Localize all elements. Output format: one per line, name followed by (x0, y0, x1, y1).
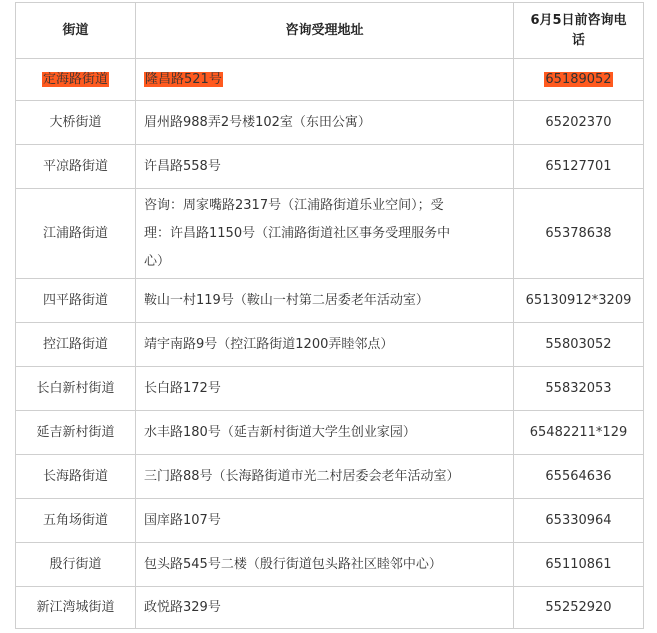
phone-cell: 55803052 (514, 323, 644, 367)
address-line: 心） (144, 253, 171, 269)
consultation-table (15, 2, 644, 629)
street-cell: 江浦路街道 (16, 189, 136, 279)
table-header-row (16, 3, 644, 59)
header-phone (514, 3, 644, 59)
phone-cell: 65564636 (514, 455, 644, 499)
street-cell: 新江湾城街道 (16, 587, 136, 629)
street-cell: 殷行街道 (16, 543, 136, 587)
table-row (16, 323, 644, 367)
address-cell: 政悦路329号 (136, 587, 514, 629)
phone-cell: 65330964 (514, 499, 644, 543)
address-cell: 靖宇南路9号（控江路街道1200弄睦邻点） (136, 323, 514, 367)
phone-cell: 65110861 (514, 543, 644, 587)
header-phone-line2: 话 (571, 32, 585, 48)
phone-cell: 65482211*129 (514, 411, 644, 455)
address-line: 理：许昌路1150号（江浦路街道社区事务受理服务中 (144, 225, 451, 241)
address-cell: 许昌路558号 (136, 145, 514, 189)
table-row (16, 279, 644, 323)
table-row (16, 367, 644, 411)
address-cell (136, 59, 514, 101)
address-cell: 包头路545号二楼（殷行街道包头路社区睦邻中心） (136, 543, 514, 587)
address-cell: 鞍山一村119号（鞍山一村第二居委老年活动室） (136, 279, 514, 323)
address-cell: 国庠路107号 (136, 499, 514, 543)
header-phone-line1: 6月5日前咨询电 (530, 12, 627, 28)
table-row (16, 543, 644, 587)
table-row (16, 455, 644, 499)
street-cell: 五角场街道 (16, 499, 136, 543)
phone-cell: 65202370 (514, 101, 644, 145)
street-cell: 四平路街道 (16, 279, 136, 323)
phone-cell: 55252920 (514, 587, 644, 629)
address-cell (136, 189, 514, 279)
phone-cell: 65127701 (514, 145, 644, 189)
address-cell: 长白路172号 (136, 367, 514, 411)
street-cell: 大桥街道 (16, 101, 136, 145)
table-row (16, 587, 644, 629)
street-cell: 延吉新村街道 (16, 411, 136, 455)
table-row (16, 145, 644, 189)
highlighted-street: 定海路街道 (42, 71, 108, 87)
table-row (16, 411, 644, 455)
header-address: 咨询受理地址 (136, 3, 514, 59)
table-row (16, 189, 644, 279)
address-cell: 水丰路180号（延吉新村街道大学生创业家园） (136, 411, 514, 455)
street-cell: 长白新村街道 (16, 367, 136, 411)
phone-cell: 55832053 (514, 367, 644, 411)
table-row (16, 101, 644, 145)
table-row (16, 59, 644, 101)
phone-cell: 65130912*3209 (514, 279, 644, 323)
street-cell: 长海路街道 (16, 455, 136, 499)
street-cell: 控江路街道 (16, 323, 136, 367)
address-cell: 三门路88号（长海路街道市光二村居委会老年活动室） (136, 455, 514, 499)
street-cell (16, 59, 136, 101)
phone-cell: 65378638 (514, 189, 644, 279)
phone-cell (514, 59, 644, 101)
table-row (16, 499, 644, 543)
highlighted-phone: 65189052 (545, 71, 612, 87)
highlighted-address: 隆昌路521号 (145, 71, 222, 87)
address-line: 咨询：周家嘴路2317号（江浦路街道乐业空间）；受 (144, 197, 444, 213)
header-street: 街道 (16, 3, 136, 59)
address-cell: 眉州路988弄2号楼102室（东田公寓） (136, 101, 514, 145)
street-cell: 平凉路街道 (16, 145, 136, 189)
